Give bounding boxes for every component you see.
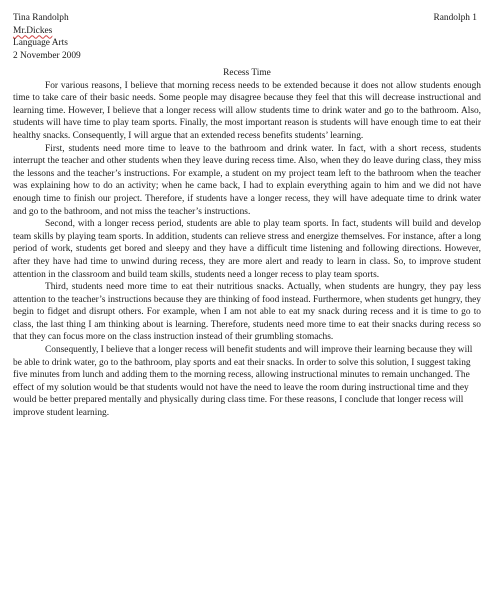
essay-date: 2 November 2009 (13, 50, 81, 61)
paragraph-conclusion: Consequently, I believe that a longer recess will benefit students and will improve their learning because they will be able to drink water, go to the bathroom, play sports and eat their snacks. In order to solve this solution, I suggest taking five minutes from lunch and adding them to the morning recess, allowing instructional minutes to remain unchanged. The effect of my solution would be that students would not have the need to leave the room during instructional time and they would be better prepared mentally and physically during class time. For these reasons, I conclude that longer recess will improve student learning. (13, 345, 473, 419)
paragraph-bathroom-water: First, students need more time to leave to the bathroom and drink water. In fact, with a short recess, students interrupt the teacher and other students when they leave during recess time. Also, when they do leave during class, they miss the lessons and the teacher’s instructions. For example, a student on my project team left to the bathroom when the teacher was explaining how to do an activity; when he came back, I had to explain everything again to him and we did not have enough time to finish our project. Therefore, if students have a longer recess, they will have adequate time to drink water and go to the bathroom, and not miss the teacher’s instructions. (13, 143, 481, 217)
essay-title: Recess Time (223, 68, 271, 78)
author-name: Tina Randolph (13, 13, 69, 23)
running-head: Randolph 1 (433, 13, 477, 23)
heading-block (13, 12, 481, 63)
teacher-name: Mr.Dickes (13, 25, 53, 36)
paragraph-snacks: Third, students need more time to eat their nutritious snacks. Actually, when students are hungry, they pay less attention to the teacher’s instructions because they are thinking of food instead. Furthermore, when students get hungry, they begin to fidget and disrupt others. For example, when I am not able to eat my snack during recess and it is time to go to class, the last thing I am thinking about is learning. Therefore, students need more time to eat their snacks during recess so that they can focus more on the class instruction instead of their grumbling stomachs. (13, 282, 481, 343)
paragraph-intro: For various reasons, I believe that morning recess needs to be extended because it does not allow students enough time to take care of their basic needs. Some people may disagree because they feel that this will decrease instructional and learning time. However, I believe that a longer recess will allow students time to drink water and go to the bathroom. Also, students will have time to play team sports. Finally, the most important reason is students will have enough time to eat their healthy snacks. Consequently, I will argue that an extended recess benefits students’ learning. (13, 80, 481, 141)
paragraph-team-sports: Second, with a longer recess period, students are able to play team sports. In fact, students will build and develop team skills by playing team sports. In addition, students can relieve stress and energize themselves. For instance, after a long period of work, students get bored and sleepy and they have a difficult time listening and following directions. However, after they have had time to unwind during recess, they are more alert and ready to learn in class. So, to improve student attention in the classroom and build team skills, students need a longer recess to play team sports. (13, 219, 481, 280)
course-name: Language Arts (13, 38, 68, 49)
